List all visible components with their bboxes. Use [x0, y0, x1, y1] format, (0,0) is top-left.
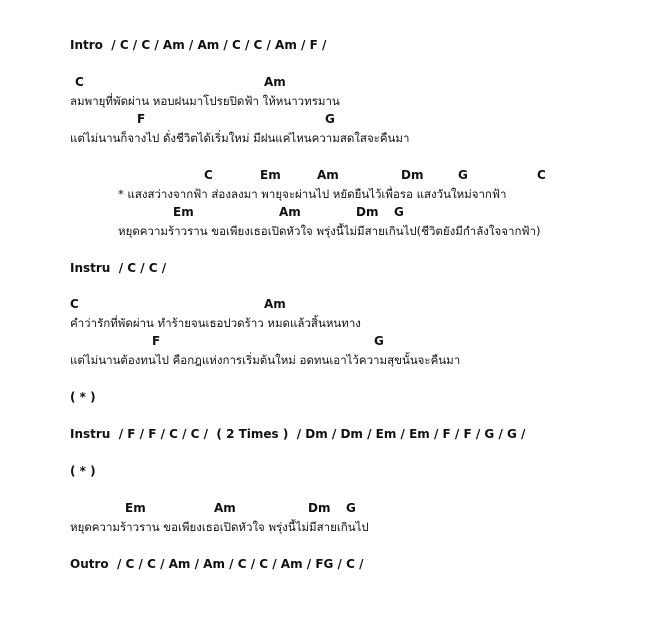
chord: G [458, 168, 468, 182]
chord: Am [317, 168, 339, 182]
repeat-marker: ( * ) [70, 464, 96, 478]
chord: F [152, 334, 161, 348]
lyric-line: คำว่ารักที่พัดผ่าน ทำร้ายจนเธอปวดร้าว หมดแล้วสิ้นหนทาง [70, 316, 361, 330]
instru-line: Instru / F / F / C / C / ( 2 Times ) / Dm / Dm / Em / Em / F / F / G / G / [70, 427, 526, 441]
chord: G [346, 501, 356, 515]
chord: C [204, 168, 213, 182]
lyric-line: หยุดความร้าวราน ขอเพียงเธอเปิดหัวใจ พรุ่งนี้ไม่มีสายเกินไป(ชีวิตยังมีกำลังใจจากฟ้า) [118, 224, 541, 238]
chord: C [70, 297, 79, 311]
lyric-line: หยุดความร้าวราน ขอเพียงเธอเปิดหัวใจ พรุ่งนี้ไม่มีสายเกินไป [70, 520, 369, 534]
chord: F [137, 112, 146, 126]
chord: Am [279, 205, 301, 219]
chord: Am [264, 297, 286, 311]
chord: Dm [356, 205, 379, 219]
lyric-line: ลมพายุที่พัดผ่าน หอบฝนมาโปรยปิดฟ้า ให้หนาวทรมาน [70, 94, 340, 108]
outro-line: Outro / C / C / Am / Am / C / C / Am / FG / C / [70, 557, 364, 571]
chord: C [75, 75, 84, 89]
chord: G [325, 112, 335, 126]
chord: C [537, 168, 546, 182]
lyric-line: แต่ไม่นานก็จางไป ดั่งชีวิตได้เริ่มใหม่ มีฝนแค่ไหนความสดใสจะคืนมา [70, 131, 410, 145]
chord: G [394, 205, 404, 219]
lyric-line: * แสงสว่างจากฟ้า ส่องลงมา พายุจะผ่านไป หยัดยืนไว้เพื่อรอ แสงวันใหม่จากฟ้า [118, 187, 507, 201]
chord: G [374, 334, 384, 348]
chord: Dm [308, 501, 331, 515]
chord: Dm [401, 168, 424, 182]
chord: Am [264, 75, 286, 89]
chord: Em [173, 205, 194, 219]
chord: Em [125, 501, 146, 515]
lyric-line: แต่ไม่นานต้องทนไป คือกฎแห่งการเริ่มต้นใหม่ อดทนเอาไว้ความสุขนั้นจะคืนมา [70, 353, 461, 367]
chord: Am [214, 501, 236, 515]
repeat-marker: ( * ) [70, 390, 96, 404]
instru-line: Instru / C / C / [70, 261, 167, 275]
chord: Em [260, 168, 281, 182]
intro-line: Intro / C / C / Am / Am / C / C / Am / F / [70, 38, 327, 52]
